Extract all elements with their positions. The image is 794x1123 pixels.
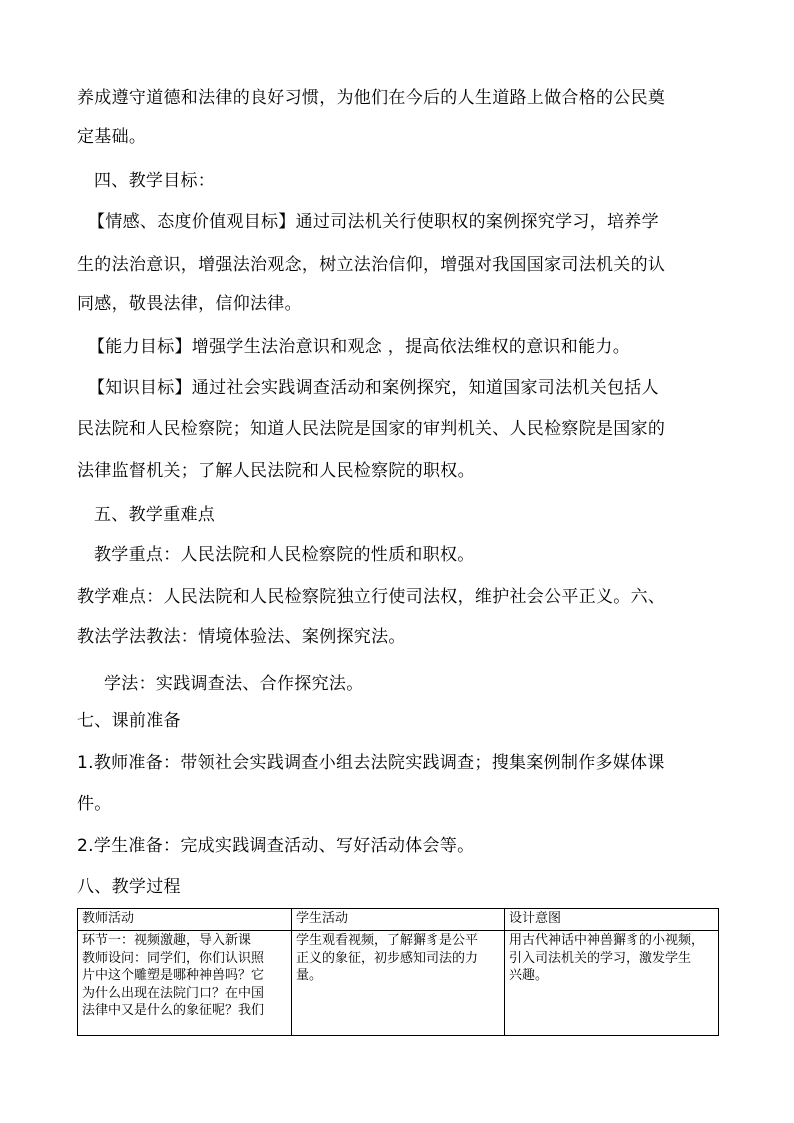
section-heading-preparation: 七、课前准备 xyxy=(77,711,181,731)
header-student-activity: 学生活动 xyxy=(292,909,505,931)
knowledge-goal-line-1: 【知识目标】通过社会实践调查活动和案例探究，知道国家司法机关包括人 xyxy=(88,378,659,398)
cell-line: 量。 xyxy=(296,968,323,983)
cell-line: 引入司法机关的学习，激发学生 xyxy=(509,950,692,966)
header-teacher-activity: 教师活动 xyxy=(78,909,292,931)
emotion-goal-line-1: 【情感、态度价值观目标】通过司法机关行使职权的案例探究学习，培养学 xyxy=(88,212,659,232)
knowledge-goal-line-3: 法律监督机关；了解人民法院和人民检察院的职权。 xyxy=(77,461,475,481)
design-intent-cell xyxy=(505,931,719,1036)
difficulty-line-1: 教学难点：人民法院和人民检察院独立行使司法权，维护社会公平正义。六、 xyxy=(77,587,666,607)
cell-line: 片中这个雕塑是哪种神兽吗？它 xyxy=(82,968,265,983)
study-method-text: 学法：实践调查法、合作探究法。 xyxy=(104,674,364,694)
cell-line: 环节一：视频激趣，导入新课 xyxy=(82,933,252,948)
teacher-prep-line-2: 件。 xyxy=(77,794,112,814)
teaching-process-table xyxy=(77,908,719,1036)
cell-line: 为什么出现在法院门口？在中国 xyxy=(82,985,265,1001)
emotion-goal-line-2: 生的法治意识，增强法治观念，树立法治信仰，增强对我国国家司法机关的认 xyxy=(77,255,666,275)
key-point-text: 教学重点：人民法院和人民检察院的性质和职权。 xyxy=(94,545,475,565)
student-activity-cell xyxy=(292,931,505,1036)
section-heading-goals: 四、教学目标： xyxy=(94,171,216,191)
teacher-activity-cell xyxy=(78,931,292,1036)
header-design-intent: 设计意图 xyxy=(505,909,719,931)
cell-line: 教师设问：同学们，你们认识照 xyxy=(82,950,265,966)
table-header-row xyxy=(78,909,719,931)
ability-goal: 【能力目标】增强学生法治意识和观念 ，提高依法维权的意识和能力。 xyxy=(88,337,631,357)
cell-line: 用古代神话中神兽獬豸的小视频， xyxy=(509,933,705,948)
section-heading-key-points: 五、教学重难点 xyxy=(94,505,216,525)
intro-text-line-1: 养成遵守道德和法律的良好习惯，为他们在今后的人生道路上做合格的公民奠 xyxy=(77,88,666,108)
emotion-goal-line-3: 同感，敬畏法律，信仰法律。 xyxy=(77,294,302,314)
student-prep-text: 2.学生准备：完成实践调查活动、写好活动体会等。 xyxy=(77,836,475,856)
teacher-prep-line-1: 1.教师准备：带领社会实践调查小组去法院实践调查；搜集案例制作多媒体课 xyxy=(77,753,665,773)
cell-line: 法律中又是什么的象征呢？我们 xyxy=(82,1003,265,1018)
cell-line: 正义的象征，初步感知司法的力 xyxy=(296,950,479,966)
difficulty-line-2: 教法学法教法：情境体验法、案例探究法。 xyxy=(77,627,406,647)
cell-line: 学生观看视频，了解獬豸是公平 xyxy=(296,933,479,948)
table-row xyxy=(78,931,719,1036)
cell-line: 兴趣。 xyxy=(509,968,549,983)
section-heading-process: 八、教学过程 xyxy=(77,877,181,897)
intro-text-line-2: 定基础。 xyxy=(77,127,147,147)
knowledge-goal-line-2: 民法院和人民检察院；知道人民法院是国家的审判机关、人民检察院是国家的 xyxy=(77,419,666,439)
